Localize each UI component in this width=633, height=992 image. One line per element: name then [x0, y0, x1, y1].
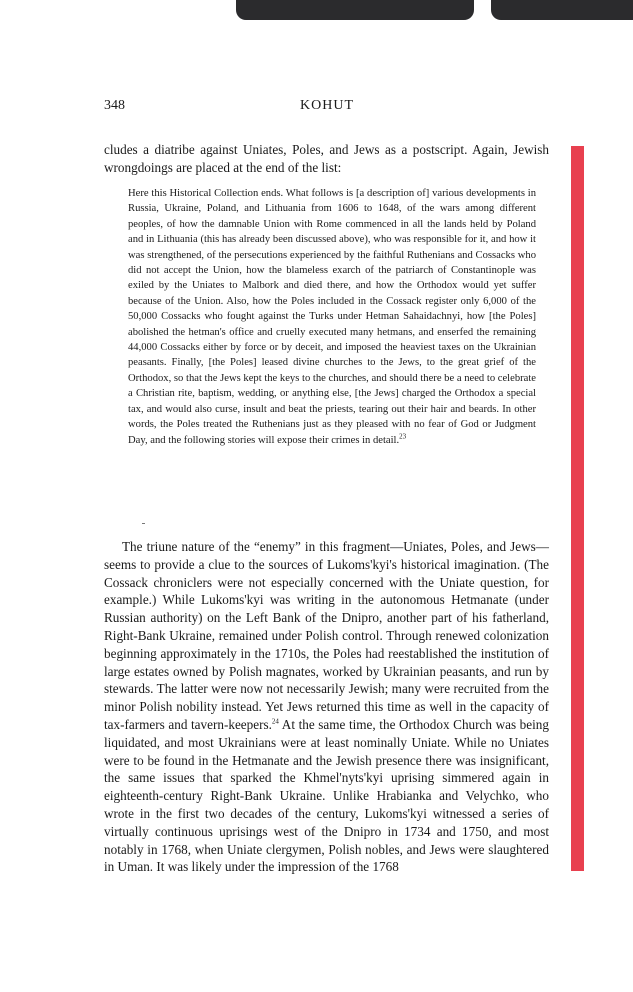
- running-head: KOHUT: [300, 98, 354, 113]
- top-bar-right: [491, 0, 633, 20]
- intro-paragraph: [104, 141, 549, 177]
- block-quote: [128, 186, 536, 448]
- divider-mark: [142, 523, 145, 524]
- footnote-ref-23[interactable]: 23: [399, 431, 407, 440]
- highlight-bar: [571, 146, 584, 871]
- main-text: [104, 538, 549, 876]
- intro-text: cludes a diatribe against Uniates, Poles, and Jews as a postscript. Again, Jewish wrongdoings are placed at the end of the list:: [104, 142, 549, 175]
- main-text-part2: At the same time, the Orthodox Church was being liquidated, and most Ukrainians were at least nominally Uniate. While no Uniates were to be found in the Hetmanate and the Jewish presence there was insignificant, the same issues that sparked the Khmel'nyts'kyi uprising simmered again in eighteenth-century Right-Bank Ukraine. Unlike Hrabianka and Velychko, who wrote in the first two decades of the century, Lukoms'kyi witnessed a series of virtually continuous uprisings west of the Dnipro in 1734 and 1750, and most notably in 1768, when Uniate clergymen, Polish nobles, and Jews were slaughtered in Uman. It was likely under the impression of the 1768: [104, 716, 549, 875]
- block-quote-text: Here this Historical Collection ends. What follows is [a description of] various developments in Russia, Ukraine, Poland, and Lithuania from 1606 to 1648, of the wars among different peoples, of how the damnable Union with Rome commenced in all the lands held by Poland and in Lithuania (this has already been discussed above), who was responsible for it, and how it was strengthened, of the persecutions experienced by the faithful Ruthenians and Cossacks who did not accept the Union, how the blameless exarch of the patriarch of Constantinople was exiled by the Uniates to Malbork and died there, and how the Orthodox would yet suffer because of the Union. Also, how the Poles included in the Cossack register only 6,000 of the 50,000 Cossacks who fought against the Turks under Hetman Sahaidachnyi, how [the Poles] abolished the hetman's office and cruelly executed many hetmans, and enserfed the remaining 44,000 Cossacks either by force or by deceit, and imposed the heaviest taxes on the Ukrainian peasants. Finally, [the Poles] leased divine churches to the Jews, to the great grief of the Orthodox, so that the Jews kept the keys to the churches, and should there be a need to celebrate a Christian rite, baptism, wedding, or anything else, [the Jews] charged the Orthodox a special tax, and would also curse, insult and beat the priests, tearing out their hair and beards. In other words, the Poles treated the Ruthenians just as they pleased with no fear of God or Judgment Day, and the following stories will expose their crimes in detail.: [128, 188, 536, 446]
- footnote-ref-24[interactable]: 24: [271, 717, 279, 726]
- main-text-part1: The triune nature of the “enemy” in this fragment—Uniates, Poles, and Jews—seems to provide a clue to the sources of Lukoms'kyi's historical imagination. (The Cossack chroniclers were not especially concerned with the Uniate question, for example.) While Lukoms'kyi was writing in the autonomous Hetmanate (under Russian authority) on the Left Bank of the Dnipro, another part of his fatherland, Right-Bank Ukraine, remained under Polish control. Through renewed colonization beginning approximately in the 1710s, the Poles had reestablished the institution of large estates owned by Polish magnates, worked by Ukrainian peasants, and run by stewards. The latter were now not necessarily Jewish; many were recruited from the minor Polish nobility instead. Yet Jews returned this time as well in the capacity of tax-farmers and tavern-keepers.: [104, 539, 549, 732]
- page-number: 348: [104, 98, 125, 113]
- top-bar-left: [236, 0, 474, 20]
- main-paragraph: [104, 538, 549, 876]
